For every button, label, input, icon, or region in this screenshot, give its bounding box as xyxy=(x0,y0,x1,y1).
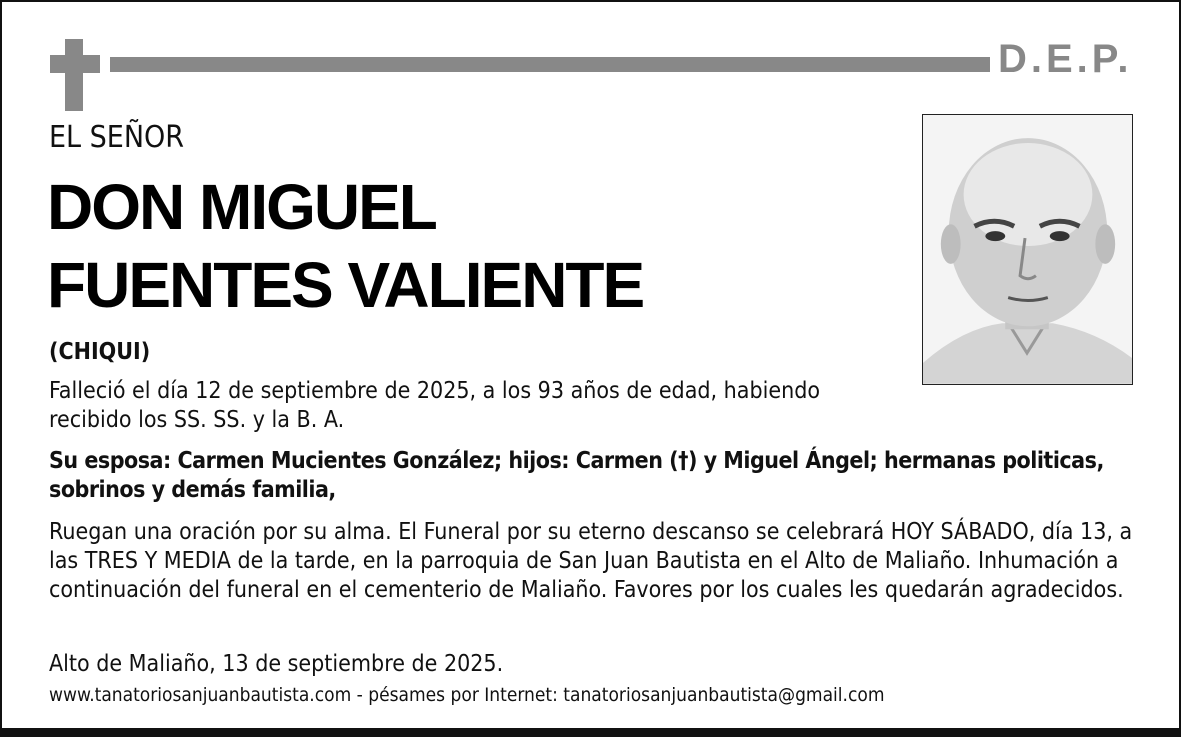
nickname: (CHIQUI) xyxy=(49,339,151,365)
funeral-details: Ruegan una oración por su alma. El Funeral por su eterno descanso se celebrará HOY SÁBADO, día 13, a las TRES Y MEDIA de la tarde, en la parroquia de San Juan Bautista en el Alto de Maliaño. Inhumación a continuación del funeral en el cementerio de Maliaño. Favores por los cuales les quedarán agradecidos. xyxy=(49,519,1133,603)
deceased-name-line1: DON MIGUEL xyxy=(47,171,436,243)
place-date: Alto de Maliaño, 13 de septiembre de 2025. xyxy=(49,651,504,677)
contact-line: www.tanatoriosanjuanbautista.com - pésames por Internet: tanatoriosanjuanbautista@gmail.com xyxy=(49,684,885,706)
header-rule xyxy=(110,57,990,72)
dep-abbreviation: D.E.P. xyxy=(998,37,1133,81)
cross-icon-bar xyxy=(50,55,100,73)
portrait-photo xyxy=(922,114,1133,385)
cross-icon xyxy=(65,39,83,111)
deceased-name-line2: FUENTES VALIENTE xyxy=(47,249,644,321)
honorific: EL SEÑOR xyxy=(49,120,185,155)
death-statement: Falleció el día 12 de septiembre de 2025, a los 93 años de edad, habiendo recibido los SS. SS. y la B. A. xyxy=(49,378,820,433)
portrait-illustration xyxy=(923,115,1132,384)
family-list: Su esposa: Carmen Mucientes González; hijos: Carmen (†) y Miguel Ángel; hermanas politicas, sobrinos y demás familia, xyxy=(49,448,1104,503)
